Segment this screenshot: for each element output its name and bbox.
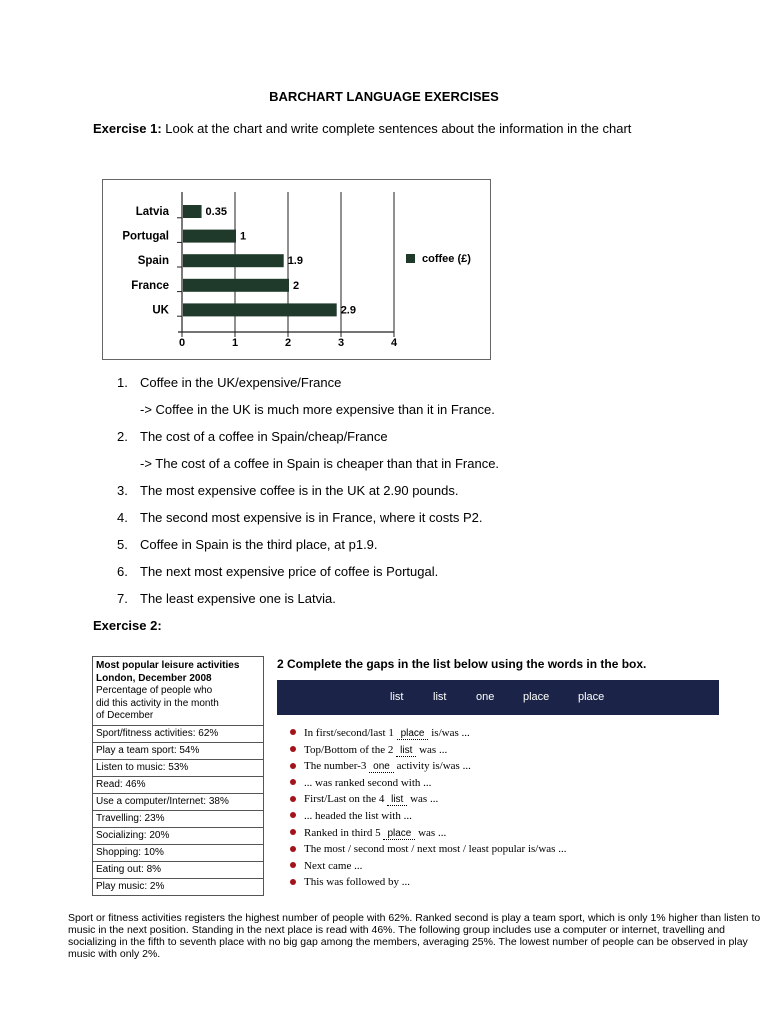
- word-box-word: list: [390, 691, 404, 703]
- gap-item: [290, 827, 446, 839]
- table-row: Sport/fitness activities: 62%: [93, 726, 263, 743]
- coffee-bar-chart: [102, 179, 491, 360]
- bar: [183, 205, 202, 218]
- leisure-table-rows: [93, 726, 263, 895]
- bar: [183, 230, 236, 243]
- gap-text-before: In first/second/last 1: [304, 727, 397, 739]
- gap-fill-answer: list: [387, 794, 407, 806]
- answer-item: [117, 483, 458, 498]
- answer-text: The least expensive one is Latvia.: [140, 591, 336, 606]
- table-row: Eating out: 8%: [93, 862, 263, 879]
- gap-item: [290, 810, 412, 822]
- word-box-word: one: [476, 691, 495, 703]
- gap-item: [290, 860, 362, 872]
- gap-text-before: Ranked in third 5: [304, 826, 384, 839]
- x-tick-label: 3: [337, 337, 345, 349]
- answer-number: 4.: [117, 510, 128, 525]
- answer-item: [117, 402, 495, 417]
- gap-fill-answer: place: [383, 828, 415, 840]
- legend-label: coffee (£): [422, 253, 471, 265]
- bullet-icon: [290, 862, 296, 868]
- data-label: 1.9: [287, 255, 303, 268]
- page-title: BARCHART LANGUAGE EXERCISES: [269, 89, 499, 104]
- data-label: 2.9: [340, 304, 356, 317]
- exercise2-label: Exercise 2:: [93, 618, 162, 633]
- answer-text: -> Coffee in the UK is much more expensive than it in France.: [140, 402, 495, 417]
- exercise1-text: Look at the chart and write complete sentences about the information in the chart: [161, 121, 632, 136]
- gap-fill-answer: place: [397, 728, 429, 740]
- answer-item: [117, 564, 438, 579]
- summary-paragraph: Sport or fitness activities registers the highest number of people with 62%. Ranked second is play a team sport, which is only 1% higher than listen to music in the next position. Standing in the next place is read with 46%. The following group includes use a computer or internet, travelling and socializing in the fifth to seventh place with no big gap among the members, averaging 25%. The lowest number of people can be observed in play music with only 2%.: [68, 912, 761, 960]
- answer-item: [117, 429, 388, 444]
- gap-text-after: is/was ...: [428, 727, 470, 739]
- x-tick-label: 4: [390, 337, 398, 349]
- word-box-word: place: [578, 691, 605, 703]
- gap-item: [290, 727, 470, 739]
- gap-exercise-title: 2 Complete the gaps in the list below using the words in the box.: [277, 657, 647, 671]
- x-tick-label: 0: [178, 337, 186, 349]
- answer-item: [117, 510, 483, 525]
- gap-text-before: This was followed by ...: [304, 876, 411, 889]
- answer-text: Coffee in the UK/expensive/France: [140, 375, 342, 390]
- data-label: 1: [240, 230, 247, 243]
- answer-text: -> The cost of a coffee in Spain is cheaper than that in France.: [140, 456, 500, 471]
- answer-item: [117, 456, 499, 471]
- bar: [183, 254, 284, 267]
- table-title-line1: Most popular leisure activities: [96, 660, 240, 671]
- gap-item: [290, 744, 447, 756]
- gap-text-before: ... was ranked second with ...: [304, 776, 432, 789]
- table-subtitle-line1: Percentage of people who: [96, 685, 213, 696]
- gap-text-before: Next came ...: [304, 859, 363, 872]
- table-subtitle-line3: of December: [96, 710, 154, 721]
- bar: [183, 303, 337, 316]
- bar: [183, 279, 289, 292]
- bullet-icon: [290, 846, 296, 852]
- gap-text-before: Top/Bottom of the 2: [304, 743, 397, 756]
- table-title-line2: London, December 2008: [96, 672, 212, 684]
- gap-text-before: The number-3: [304, 760, 370, 773]
- gap-text-before: First/Last on the 4: [304, 793, 388, 806]
- table-subtitle-line2: did this activity in the month: [96, 697, 219, 709]
- bullet-icon: [290, 763, 296, 769]
- gap-text-after: activity is/was ...: [393, 760, 471, 773]
- table-row: Shopping: 10%: [93, 845, 263, 862]
- table-row: Play a team sport: 54%: [93, 743, 263, 760]
- bullet-icon: [290, 779, 296, 785]
- bullet-icon: [290, 879, 296, 885]
- category-label: Latvia: [135, 206, 169, 218]
- table-row: Play music: 2%: [96, 880, 165, 892]
- table-row: Read: 46%: [93, 777, 263, 794]
- bullet-icon: [290, 746, 296, 752]
- category-label: Spain: [137, 255, 169, 268]
- x-tick-label: 1: [231, 337, 239, 349]
- table-row: Use a computer/Internet: 38%: [93, 794, 263, 811]
- answer-number: 2.: [117, 429, 128, 444]
- data-label: 0.35: [205, 206, 227, 218]
- gap-text-after: was ...: [415, 826, 447, 839]
- answer-number: 1.: [117, 375, 128, 390]
- legend-swatch: [406, 254, 415, 263]
- exercise1-label: Exercise 1:: [93, 121, 162, 136]
- answer-text: Coffee in Spain is the third place, at p1.9.: [140, 537, 378, 552]
- table-row: Socializing: 20%: [93, 828, 263, 845]
- answer-number: 7.: [117, 591, 128, 606]
- answer-text: The cost of a coffee in Spain/cheap/France: [140, 429, 388, 444]
- word-box-word: place: [523, 691, 550, 703]
- gap-item: [290, 777, 431, 789]
- leisure-table: [92, 656, 264, 896]
- gap-fill-answer: list: [396, 745, 416, 757]
- answer-text: The next most expensive price of coffee is Portugal.: [140, 564, 439, 579]
- chart-svg: [103, 180, 490, 359]
- gap-text-before: The most / second most / next most / least popular is/was ...: [304, 843, 567, 856]
- answer-text: The most expensive coffee is in the UK at 2.90 pounds.: [140, 483, 459, 498]
- gap-item: [290, 876, 410, 888]
- gap-fill-answer: one: [369, 761, 394, 773]
- answer-item: [117, 537, 378, 552]
- gap-item: [290, 793, 438, 805]
- gap-text-before: ... headed the list with ...: [304, 810, 412, 822]
- table-row: Listen to music: 53%: [93, 760, 263, 777]
- answer-text: The second most expensive is in France, where it costs P2.: [140, 510, 483, 525]
- category-label: France: [131, 279, 169, 292]
- answer-item: [117, 375, 341, 390]
- bullet-icon: [290, 796, 296, 802]
- data-label: 2: [293, 279, 300, 292]
- gap-text-after: was ...: [407, 793, 439, 806]
- category-label: Portugal: [122, 230, 169, 243]
- table-row: Travelling: 23%: [93, 811, 263, 828]
- exercise1-instruction: [93, 116, 673, 142]
- answer-number: 3.: [117, 483, 128, 498]
- gap-item: [290, 760, 471, 772]
- answer-number: 6.: [117, 564, 128, 579]
- gap-item: [290, 843, 566, 855]
- bullet-icon: [290, 729, 296, 735]
- leisure-table-header: [93, 657, 263, 726]
- x-tick-label: 2: [284, 337, 292, 349]
- gap-text-after: was ...: [416, 743, 448, 756]
- bullet-icon: [290, 812, 296, 818]
- bullet-icon: [290, 829, 296, 835]
- answer-item: [117, 591, 336, 606]
- word-box: [277, 680, 719, 715]
- answer-number: 5.: [117, 537, 128, 552]
- word-box-word: list: [433, 691, 447, 703]
- category-label: UK: [152, 304, 169, 317]
